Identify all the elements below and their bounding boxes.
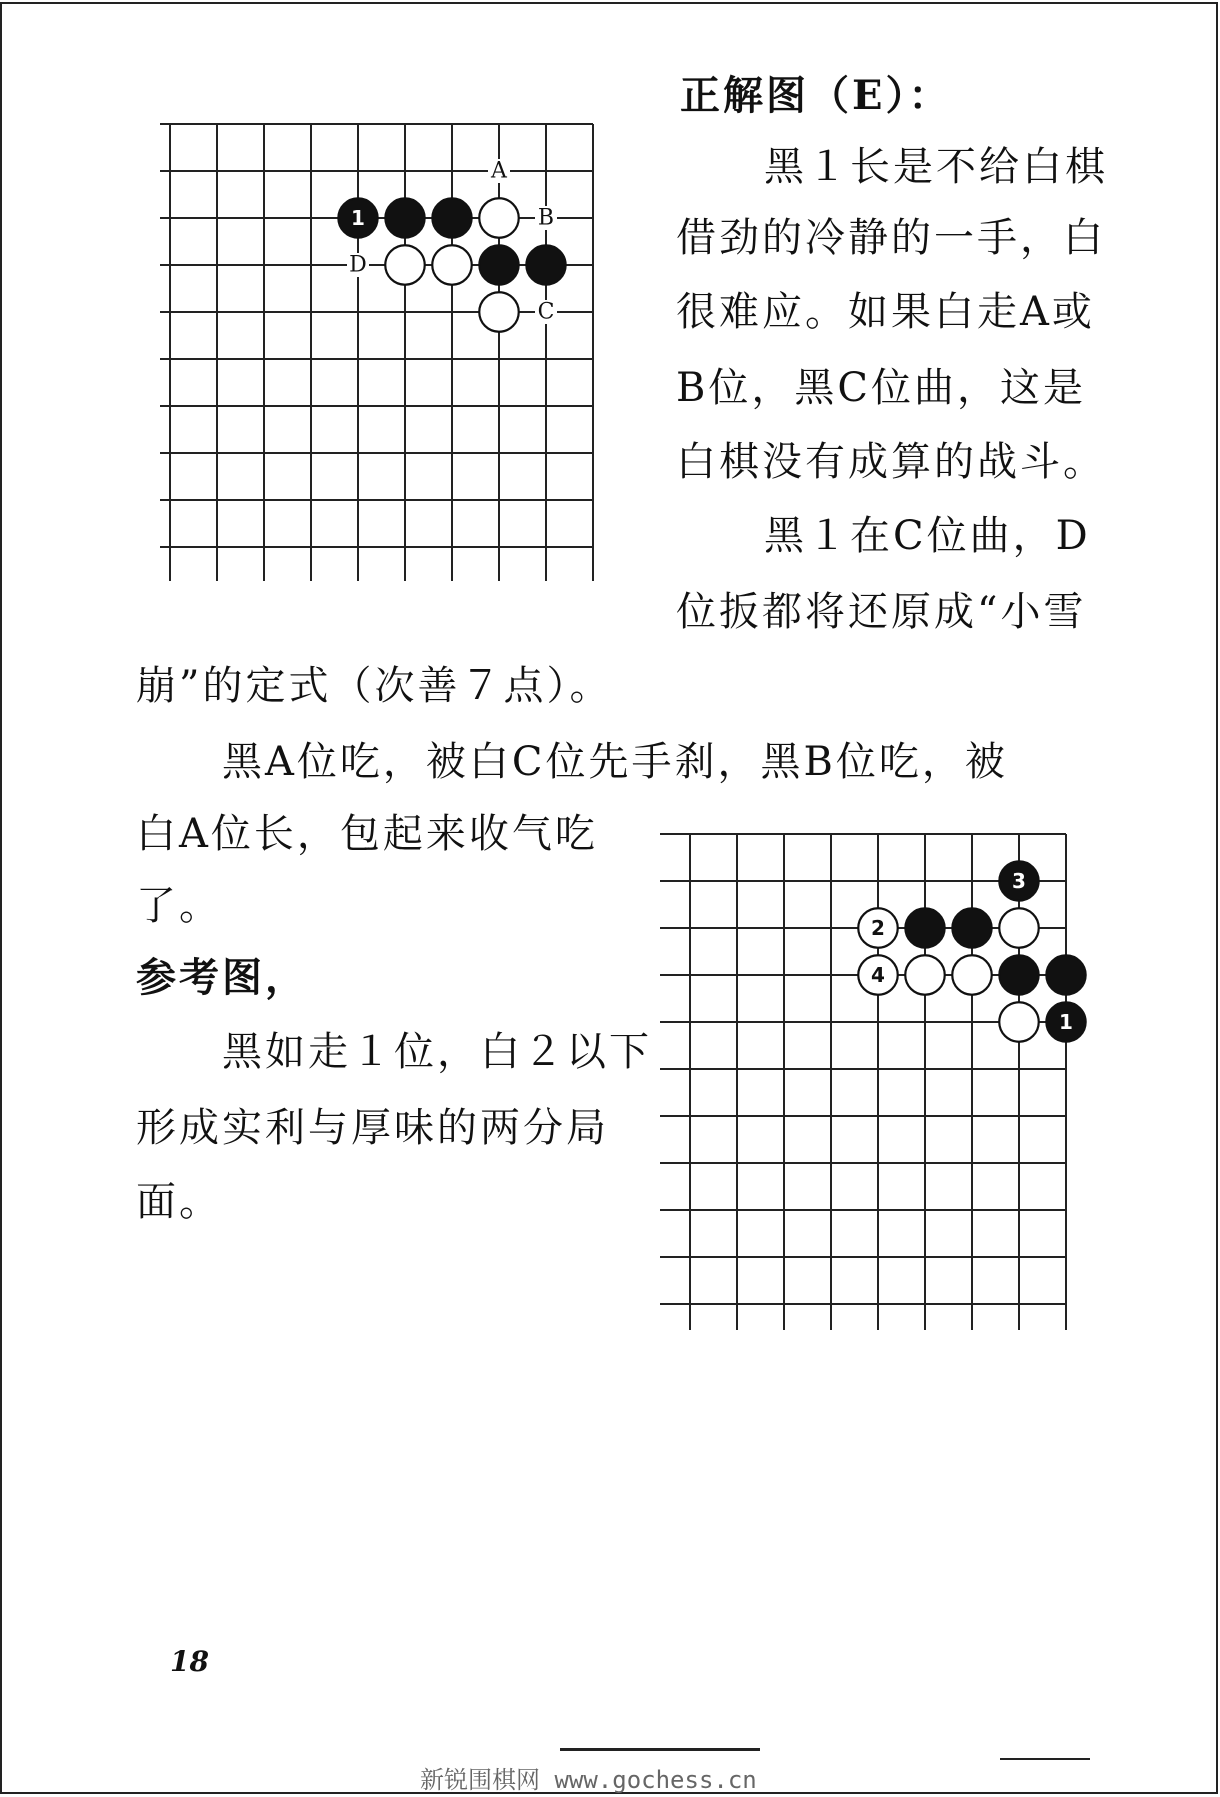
point-label-a: A: [491, 158, 507, 184]
para3-line-3: 了。: [136, 883, 222, 929]
black-stone: [526, 245, 565, 284]
para1-line-3: 很难应。如果白走A或: [676, 289, 1095, 335]
point-label-d: D: [349, 252, 367, 278]
para3-line-1: 黑A位吃，被白C位先手刹，黑B位吃，被: [222, 739, 1008, 785]
bottom-rule: [560, 1748, 760, 1751]
para2-continuation: 崩”的定式（次善７点）。: [136, 663, 613, 709]
white-stone: [952, 955, 991, 994]
reference-line-2: 形成实利与厚味的两分局: [136, 1105, 609, 1151]
black-stone: [385, 198, 424, 237]
reference-line-1: 黑如走１位，白２以下: [222, 1029, 652, 1075]
go-diagram-reference: [660, 822, 1130, 1362]
white-stone: [432, 245, 471, 284]
black-stone: [905, 908, 944, 947]
move-number: 2: [871, 916, 885, 940]
move-number: 1: [351, 206, 365, 230]
move-number: 1: [1059, 1010, 1073, 1034]
white-stone: [905, 955, 944, 994]
para1-line-1: 黑１长是不给白棋: [764, 144, 1108, 190]
para1-line-2: 借劲的冷静的一手，白: [676, 215, 1106, 261]
white-stone: [479, 292, 518, 331]
move-number: 3: [1012, 869, 1026, 893]
black-stone: [432, 198, 471, 237]
point-label-c: C: [537, 299, 555, 325]
white-stone: [999, 908, 1038, 947]
white-stone: [385, 245, 424, 284]
reference-line-3: 面。: [136, 1179, 222, 1225]
white-stone: [999, 1002, 1038, 1041]
board-grid: [160, 124, 593, 581]
white-stone: [479, 198, 518, 237]
para2-line-1: 黑１在C位曲，D: [764, 513, 1091, 559]
para1-line-5: 白棋没有成算的战斗。: [676, 439, 1106, 485]
black-stone: [1046, 955, 1085, 994]
page-number: 18: [170, 1645, 209, 1678]
para3-line-2: 白A位长，包起来收气吃: [136, 811, 598, 857]
go-diagram-correct-e: [160, 112, 640, 597]
black-stone: [999, 955, 1038, 994]
para2-line-2: 位扳都将还原成“小雪: [676, 589, 1087, 635]
point-label-b: B: [537, 205, 555, 231]
section-title: 正解图（E）：: [680, 72, 952, 119]
board-grid: [660, 834, 1066, 1330]
black-stone: [479, 245, 518, 284]
footer-watermark: 新锐围棋网 www.gochess.cn: [420, 1766, 757, 1794]
black-stone: [952, 908, 991, 947]
bottom-rule-2: [1000, 1758, 1090, 1760]
para1-line-4: B位，黑C位曲，这是: [676, 365, 1086, 411]
reference-title: 参考图，: [136, 954, 308, 1001]
move-number: 4: [871, 963, 885, 987]
